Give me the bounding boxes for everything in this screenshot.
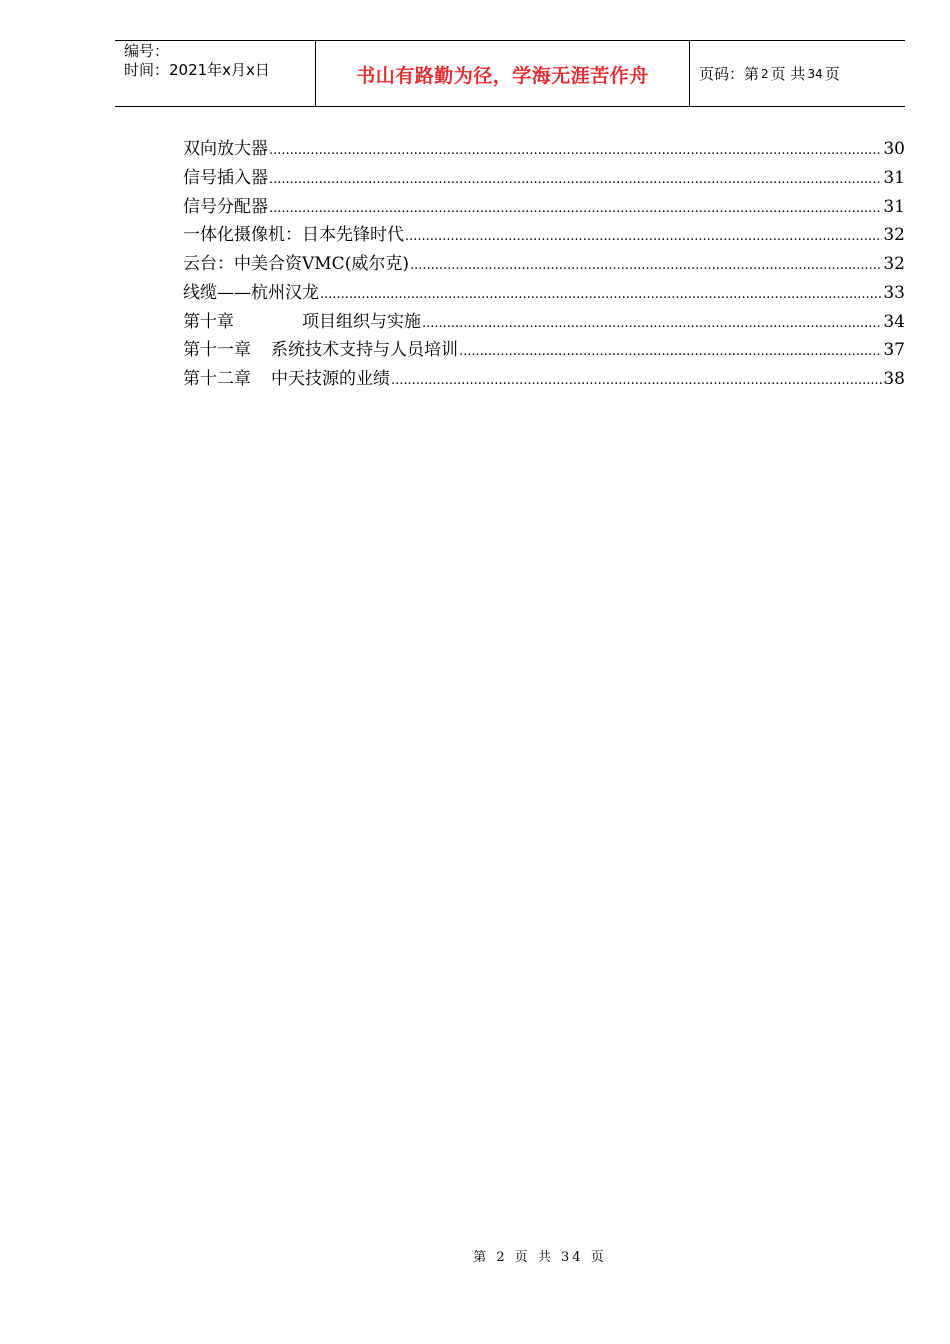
- page-label: 页码：第: [699, 65, 760, 83]
- toc-title-text: 信号插入器: [183, 167, 268, 188]
- toc-entry-title: [183, 221, 404, 249]
- page-current: 2: [761, 66, 769, 81]
- toc-entry[interactable]: [183, 308, 905, 337]
- table-of-contents: [183, 135, 905, 394]
- toc-page-number: 33: [883, 282, 905, 303]
- toc-leader-dots: [410, 250, 882, 278]
- document-date: 时间：2021年x月x日: [124, 61, 270, 79]
- page-footer: 第 2 页 共 34 页: [473, 1250, 607, 1265]
- toc-chapter-number: 第十章: [183, 311, 234, 332]
- document-number-label: 编号：: [124, 42, 170, 60]
- page-mid: 页 共: [770, 65, 806, 83]
- toc-entry[interactable]: [183, 164, 905, 193]
- header-meta: [115, 41, 315, 106]
- toc-title-text: 线缆——杭州汉龙: [183, 282, 319, 303]
- toc-title-text: 一体化摄像机：日本先锋时代: [183, 225, 404, 246]
- toc-entry-title: [183, 193, 268, 221]
- toc-entry[interactable]: [183, 336, 905, 365]
- toc-entry[interactable]: [183, 221, 905, 250]
- toc-entry[interactable]: [183, 135, 905, 164]
- page-suffix: 页: [824, 65, 840, 83]
- toc-entry-title: [183, 164, 268, 192]
- toc-leader-dots: [269, 135, 882, 163]
- toc-page-number: 34: [883, 311, 905, 332]
- toc-chapter-number: 第十一章: [183, 340, 251, 361]
- toc-leader-dots: [405, 221, 882, 249]
- toc-page-number: 32: [883, 225, 905, 246]
- page-total: 34: [807, 66, 823, 81]
- toc-entry[interactable]: [183, 193, 905, 222]
- toc-entry[interactable]: [183, 250, 905, 279]
- toc-page-number: 38: [883, 369, 905, 389]
- toc-entry-title: [183, 250, 409, 278]
- toc-title-text: 信号分配器: [183, 196, 268, 217]
- toc-title-text: 项目组织与实施: [302, 311, 421, 332]
- page-header: [115, 40, 905, 107]
- toc-entry-title: [183, 336, 458, 364]
- toc-title-text: 中天技源的业绩: [271, 369, 390, 389]
- toc-page-number: 30: [883, 139, 905, 159]
- header-motto: 书山有路勤为径，学海无涯苦作舟: [315, 41, 690, 106]
- toc-leader-dots: [320, 279, 882, 307]
- toc-page-number: 31: [883, 167, 905, 188]
- header-page-info: [690, 41, 905, 106]
- toc-leader-dots: [269, 193, 882, 221]
- toc-entry-title: [183, 279, 319, 307]
- toc-leader-dots: [459, 336, 882, 364]
- toc-entry-title: [183, 308, 421, 336]
- toc-chapter-number: 第十二章: [183, 369, 251, 389]
- toc-entry-title: [183, 135, 268, 163]
- toc-entry[interactable]: [183, 279, 905, 308]
- toc-leader-dots: [391, 365, 882, 393]
- toc-page-number: 31: [883, 196, 905, 217]
- toc-leader-dots: [269, 164, 882, 192]
- toc-title-text: 云台：中美合资VMC(威尔克): [183, 254, 409, 274]
- toc-title-text: 双向放大器: [183, 139, 268, 159]
- toc-entry-title: [183, 365, 390, 393]
- toc-leader-dots: [422, 308, 882, 336]
- toc-page-number: 37: [883, 340, 905, 361]
- toc-page-number: 32: [883, 254, 905, 274]
- toc-title-text: 系统技术支持与人员培训: [271, 340, 458, 361]
- toc-entry[interactable]: [183, 365, 905, 394]
